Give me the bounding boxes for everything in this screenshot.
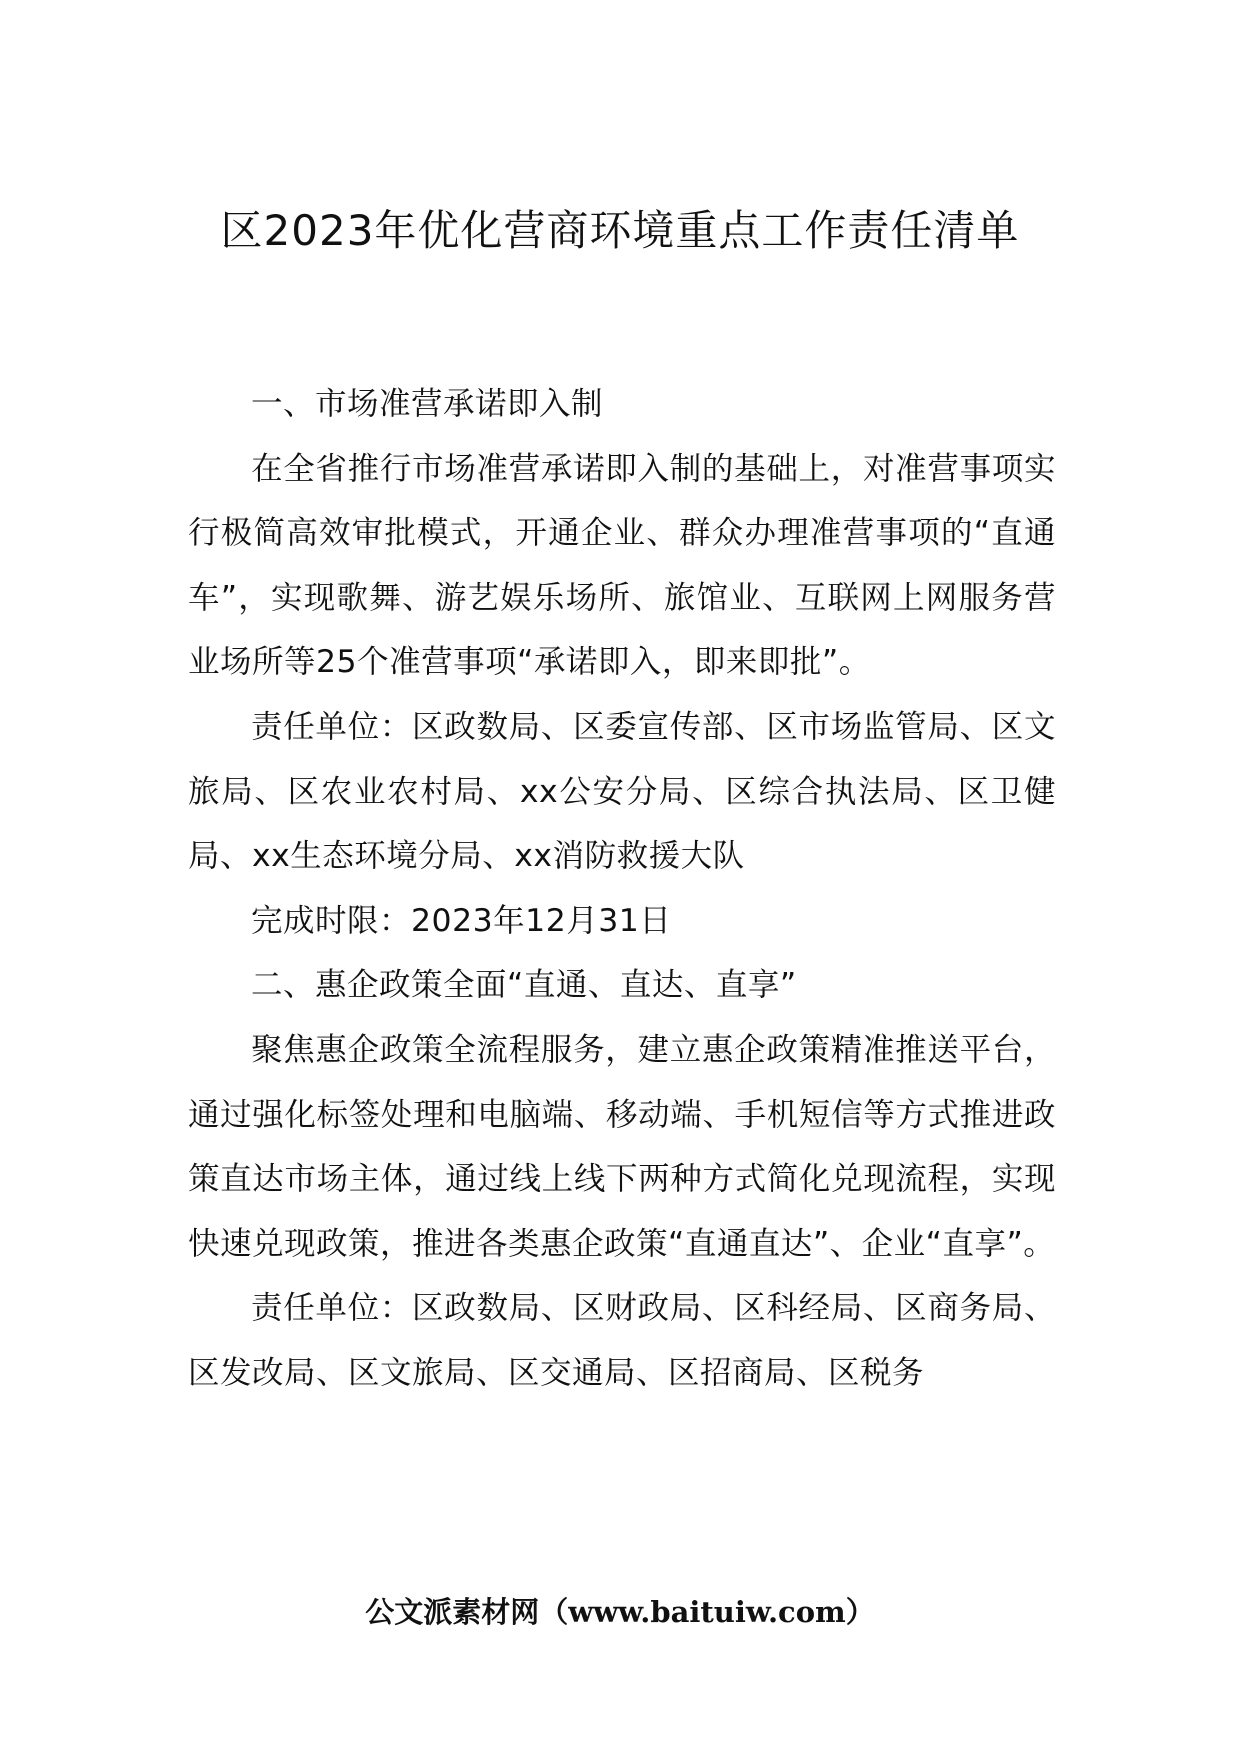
section-1-deadline: 完成时限：2023年12月31日 [251,902,672,939]
section-2-responsible: 责任单位：区政数局、区财政局、区科经局、区商务局、区发改局、区文旅局、区交通局、区招商局、区税务 [188,1290,1056,1391]
section-1-body: 在全省推行市场准营承诺即入制的基础上，对准营事项实行极简高效审批模式，开通企业、群众办理准营事项的“直通车”，实现歌舞、游艺娱乐场所、旅馆业、互联网上网服务营业场所等25个准营事项“承诺即入，即来即批”。 [188,450,1056,681]
section-1-heading: 一、市场准营承诺即入制 [251,386,604,422]
section-2-body: 聚焦惠企政策全流程服务，建立惠企政策精准推送平台，通过强化标签处理和电脑端、移动端、手机短信等方式推进政策直达市场主体，通过线上线下两种方式简化兑现流程，实现快速兑现政策，推进各类惠企政策“直通直达”、企业“直享”。 [188,1031,1056,1262]
section-1-responsible: 责任单位：区政数局、区委宣传部、区市场监管局、区文旅局、区农业农村局、xx公安分局、区综合执法局、区卫健局、xx生态环境分局、xx消防救援大队 [188,708,1056,875]
section-2-heading: 二、惠企政策全面“直通、直达、直享” [251,967,797,1004]
document-body [188,372,1056,1406]
document-title: 区2023年优化营商环境重点工作责任清单 [220,206,1020,255]
page-footer-source: 公文派素材网（www.baituiw.com） [365,1595,875,1629]
